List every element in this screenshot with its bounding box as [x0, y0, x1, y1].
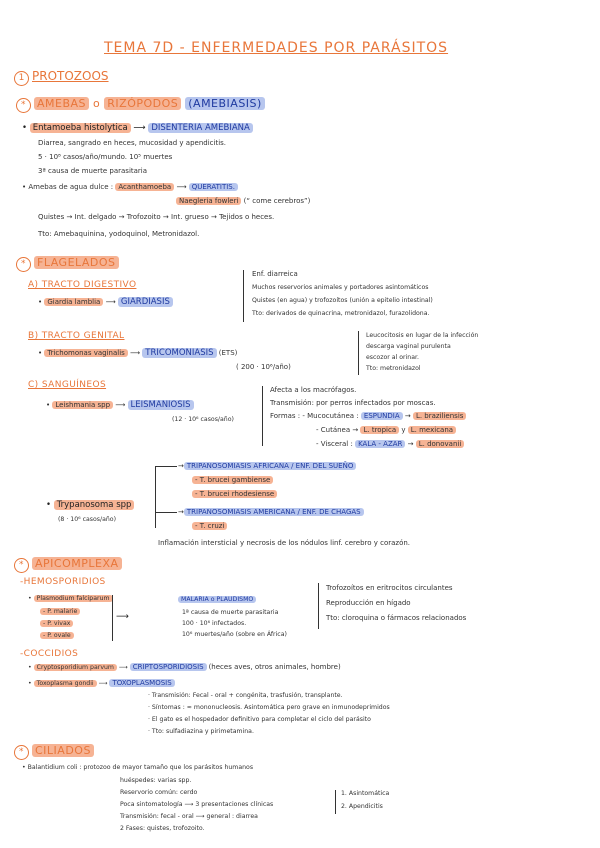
- ets-label: (ETS): [218, 349, 238, 357]
- apicomplexa-label: APICOMPLEXA: [32, 557, 122, 570]
- leishmania-name: Leishmania spp: [52, 401, 113, 409]
- t-africana-label: TRIPANOSOMIASIS AFRICANA / ENF. DEL SUEÑO: [184, 462, 356, 470]
- trypanosoma-cases: (8 · 10⁶ casos/año): [58, 516, 116, 523]
- tracto-digestivo-heading: A) TRACTO DIGESTIVO: [28, 280, 137, 290]
- ameb-line-3: 3ª causa de muerte parasitaria: [38, 167, 148, 175]
- ciliados-label: CILIADOS: [32, 744, 94, 757]
- leish-visceral-row: - Visceral : KALA - AZAR → L. donovanii: [316, 440, 464, 448]
- arrow-icon: ⟶: [118, 664, 128, 671]
- poca-sintomatologia: Poca sintomatología: [120, 801, 183, 808]
- arrow-icon: ⟶: [98, 680, 108, 687]
- plasmodium-row: • Plasmodium falciparum: [28, 595, 113, 602]
- arrow-icon: ⟶: [195, 813, 205, 820]
- cruzi-row: [192, 522, 227, 530]
- ameb-tto: Tto: Amebaquinina, yodoquinol, Metronidazol.: [38, 230, 200, 238]
- malarie-row: [40, 608, 80, 615]
- cycle-step: Trofozoito: [126, 213, 161, 221]
- trich-note-2: descarga vaginal purulenta: [366, 343, 451, 350]
- vivax-name: - P. vivax: [40, 620, 73, 627]
- mexicana-name: L. mexicana: [408, 426, 456, 434]
- acanthamoeba-name: Acanthamoeba: [115, 183, 174, 191]
- asterisk-icon: *: [14, 558, 29, 573]
- kala-azar-label: KALA - AZAR: [355, 440, 405, 448]
- arrow-icon: ⟶: [130, 349, 141, 357]
- malaria-label: MALARIA o PLAUDISMO: [178, 596, 256, 603]
- ovale-name: - P. ovale: [40, 632, 74, 639]
- toxo-note-3: · El gato es el hospedador definitivo para completar el ciclo del parásito: [148, 716, 371, 723]
- balantidium-line-3: Reservorio común: cerdo: [120, 789, 198, 796]
- balantidium-line-6: 2 Fases: quistes, trofozoito.: [120, 825, 205, 832]
- giardia-note-1: Enf. diarreica: [252, 270, 298, 278]
- brace: [262, 386, 263, 446]
- leish-note-2: Transmisión: por perros infectados por moscas.: [270, 399, 436, 407]
- asterisk-icon: *: [14, 745, 29, 760]
- cryptosporidium-name: Cryptosporidium parvum: [34, 664, 117, 671]
- section-label: PROTOZOOS: [32, 69, 109, 83]
- amebas-agua-row: • Amebas de agua dulce : Acanthamoeba ⟶ QUERATITIS.: [22, 183, 238, 191]
- asterisk-icon: *: [16, 257, 31, 272]
- brace: [112, 595, 113, 641]
- leishmania-row: • Leishmania spp ⟶ LEISMANIOSIS: [46, 400, 194, 410]
- balantidium-line-5: [120, 813, 258, 820]
- brace: [335, 790, 336, 814]
- section-number: 1: [14, 71, 29, 86]
- leish-formas-row: Formas : - Mucocutánea : ESPUNDIA → L. braziliensis: [270, 412, 466, 420]
- arrow-icon: ⟶: [176, 183, 187, 191]
- tricomoniasis-cases: ( 200 · 10⁶/año): [236, 363, 291, 371]
- braziliensis-name: L. braziliensis: [413, 412, 466, 420]
- malaria-detail-1: Trofozoítos en eritrocitos circulantes: [326, 584, 453, 592]
- trich-note-1: Leucocitosis en lugar de la infección: [366, 332, 479, 339]
- disenteria-label: DISENTERIA AMEBIANA: [148, 123, 253, 133]
- t-americana-row: [178, 508, 364, 516]
- malaria-detail-2: Reproducción en hígado: [326, 599, 411, 607]
- gambiense-row: [192, 476, 273, 484]
- trichomonas-name: Trichomonas vaginalis: [44, 349, 127, 357]
- leismaniosis-label: LEISMANIOSIS: [128, 400, 194, 410]
- apendicitis: 2. Apendicitis: [341, 803, 383, 810]
- bracket-line: [155, 466, 177, 467]
- toxoplasma-name: Toxoplasma gondii: [34, 680, 97, 687]
- ameb-cycle: Quistes → Int. delgado → Trofozoito → Int. grueso → Tejidos o heces.: [38, 213, 275, 221]
- falciparum-name: Plasmodium falciparum: [34, 595, 113, 602]
- amebiasis-tag: (AMEBIASIS): [185, 97, 265, 110]
- entamoeba-name: Entamoeba histolytica: [30, 123, 131, 133]
- giardia-note-3: Quistes (en agua) y trofozoítos (unión a epitelio intestinal): [252, 297, 433, 304]
- gambiense-name: - T. brucei gambiense: [192, 476, 273, 484]
- flagelados-heading: [16, 256, 119, 272]
- trypanosoma-inflamacion: Inflamación intersticial y necrosis de los nódulos linf. cerebro y corazón.: [158, 539, 411, 547]
- rhodesiense-name: - T. brucei rhodesiense: [192, 490, 277, 498]
- entamoeba-row: • Entamoeba histolytica ⟶ DISENTERIA AMEBIANA: [22, 123, 253, 133]
- tricomoniasis-label: TRICOMONIASIS: [142, 348, 216, 358]
- giardia-note-2: Muchos reservorios animales y portadores asintomáticos: [252, 284, 429, 291]
- toxo-note-4: · Tto: sulfadiazina y pirimetamina.: [148, 728, 254, 735]
- toxo-note-1: · Transmisión: Fecal - oral + congénita, trasfusión, transplante.: [148, 692, 343, 699]
- t-americana-label: TRIPANOSOMIASIS AMERICANA / ENF. DE CHAGAS: [184, 508, 364, 516]
- arrow-icon: ⟶: [116, 612, 129, 622]
- amebas-label: AMEBAS: [34, 97, 89, 110]
- trichomonas-row: • Trichomonas vaginalis ⟶ TRICOMONIASIS (ETS): [38, 348, 238, 358]
- general-diarrea: general : diarrea: [206, 813, 258, 820]
- giardia-row: • Giardia lamblia ⟶ GIARDIASIS: [38, 297, 173, 307]
- arrow-icon: →: [178, 462, 184, 470]
- toxoplasmosis-label: TOXOPLASMOSIS: [109, 679, 174, 687]
- malaria-note-2: 100 · 10⁶ infectados.: [182, 620, 247, 627]
- queratitis-label: QUERATITIS.: [189, 183, 238, 191]
- apicomplexa-heading: [14, 557, 122, 573]
- leish-cutanea: - Cutánea: [316, 426, 351, 434]
- trypanosoma-row: • Trypanosoma spp: [46, 500, 134, 510]
- giardia-note-4: Tto: derivados de quinacrina, metronidazol, furazolidona.: [252, 310, 430, 317]
- ciliados-heading: [14, 744, 94, 760]
- cycle-step: Quistes: [38, 213, 65, 221]
- malaria-note-3: 10⁶ muertes/año (sobre en África): [182, 631, 287, 638]
- arrow-icon: ⟶: [133, 123, 146, 133]
- malarie-name: - P. malarie: [40, 608, 80, 615]
- toxoplasma-row: • Toxoplasma gondii ⟶ TOXOPLASMOSIS: [28, 679, 175, 687]
- leish-cutanea-y: y: [401, 426, 406, 434]
- leish-mucocutanea: - Mucocutánea :: [302, 412, 359, 420]
- brace: [155, 466, 156, 528]
- giardiasis-label: GIARDIASIS: [118, 297, 173, 307]
- amebas-or: o: [93, 97, 101, 110]
- rizopodos-label: RIZÓPODOS: [104, 97, 181, 110]
- toxo-note-2: · Síntomas : ≈ mononucleosis. Asintomática pero grave en inmunodeprimidos: [148, 704, 390, 711]
- cryptosporidium-row: • Cryptosporidium parvum ⟶ CRIPTOSPORIDIOSIS (heces aves, otros animales, hombre): [28, 663, 341, 671]
- page-title: TEMA 7D - ENFERMEDADES POR PARÁSITOS: [104, 40, 449, 56]
- malaria-detail-3: Tto: cloroquina o fármacos relacionados: [326, 614, 467, 622]
- cycle-step: Int. grueso: [171, 213, 209, 221]
- cruzi-name: - T. cruzi: [192, 522, 227, 530]
- ovale-row: [40, 632, 74, 639]
- section-protozoos: [14, 69, 109, 86]
- presentaciones: 3 presentaciones clínicas: [195, 801, 274, 808]
- donovanii-name: L. donovanii: [416, 440, 465, 448]
- leish-formas: Formas :: [270, 412, 301, 420]
- arrow-icon: →: [178, 508, 184, 516]
- naegleria-note: (“ come cerebros”): [243, 197, 311, 205]
- amebas-agua-label: Amebas de agua dulce :: [28, 183, 114, 191]
- giardia-name: Giardia lamblia: [44, 298, 103, 306]
- malaria-row: [178, 596, 256, 603]
- tropica-name: L. tropica: [360, 426, 399, 434]
- sanguineos-heading: C) SANGUÍNEOS: [28, 380, 107, 390]
- malaria-note-1: 1ª causa de muerte parasitaria: [182, 609, 279, 616]
- amebas-heading: [16, 97, 265, 113]
- ameb-line-1: Diarrea, sangrado en heces, mucosidad y apendicitis.: [38, 139, 227, 147]
- cycle-step: Int. delgado: [74, 213, 117, 221]
- arrow-icon: ⟶: [184, 801, 194, 808]
- asterisk-icon: *: [16, 98, 31, 113]
- hemosporidios-heading: -HEMOSPORIDIOS: [20, 577, 106, 587]
- trich-note-3: escozor al orinar.: [366, 354, 419, 361]
- naegleria-name: Naegleria fowleri: [176, 197, 241, 205]
- naegleria-row: [176, 197, 310, 205]
- cycle-step: Tejidos o heces.: [219, 213, 275, 221]
- arrow-icon: ⟶: [105, 298, 116, 306]
- criptosporidiosis-note: (heces aves, otros animales, hombre): [208, 663, 341, 671]
- brace: [358, 331, 359, 375]
- brace: [243, 270, 244, 322]
- brace: [318, 583, 319, 629]
- leismaniosis-cases: (12 · 10⁶ casos/año): [172, 416, 234, 423]
- balantidium-line-4: [120, 801, 273, 808]
- trypanosoma-name: Trypanosoma spp: [54, 500, 135, 510]
- leish-note-1: Afecta a los macrófagos.: [270, 386, 357, 394]
- vivax-row: [40, 620, 73, 627]
- coccidios-heading: -COCCIDIOS: [20, 649, 79, 659]
- balantidium-line-2: huéspedes: varias spp.: [120, 777, 192, 784]
- ameb-line-2: 5 · 10⁸ casos/año/mundo. 10⁵ muertes: [38, 153, 173, 161]
- leish-visceral: - Visceral :: [316, 440, 353, 448]
- leish-cutanea-row: - Cutánea → L. tropica y L. mexicana: [316, 426, 456, 434]
- criptosporidiosis-label: CRIPTOSPORIDIOSIS: [130, 663, 207, 671]
- bracket-line: [155, 512, 177, 513]
- asintomatica: 1. Asintomática: [341, 790, 390, 797]
- tracto-genital-heading: B) TRACTO GENITAL: [28, 331, 125, 341]
- arrow-icon: ⟶: [115, 401, 126, 409]
- t-africana-row: [178, 462, 356, 470]
- flagelados-label: FLAGELADOS: [34, 256, 119, 269]
- trich-note-4: Tto: metronidazol: [366, 365, 421, 372]
- espundia-label: ESPUNDIA: [361, 412, 403, 420]
- balantidium-line-1: • Balantidium coli : protozoo de mayor tamaño que los parásitos humanos: [22, 764, 254, 771]
- transmision: Transmisión: fecal - oral: [120, 813, 194, 820]
- rhodesiense-row: [192, 490, 277, 498]
